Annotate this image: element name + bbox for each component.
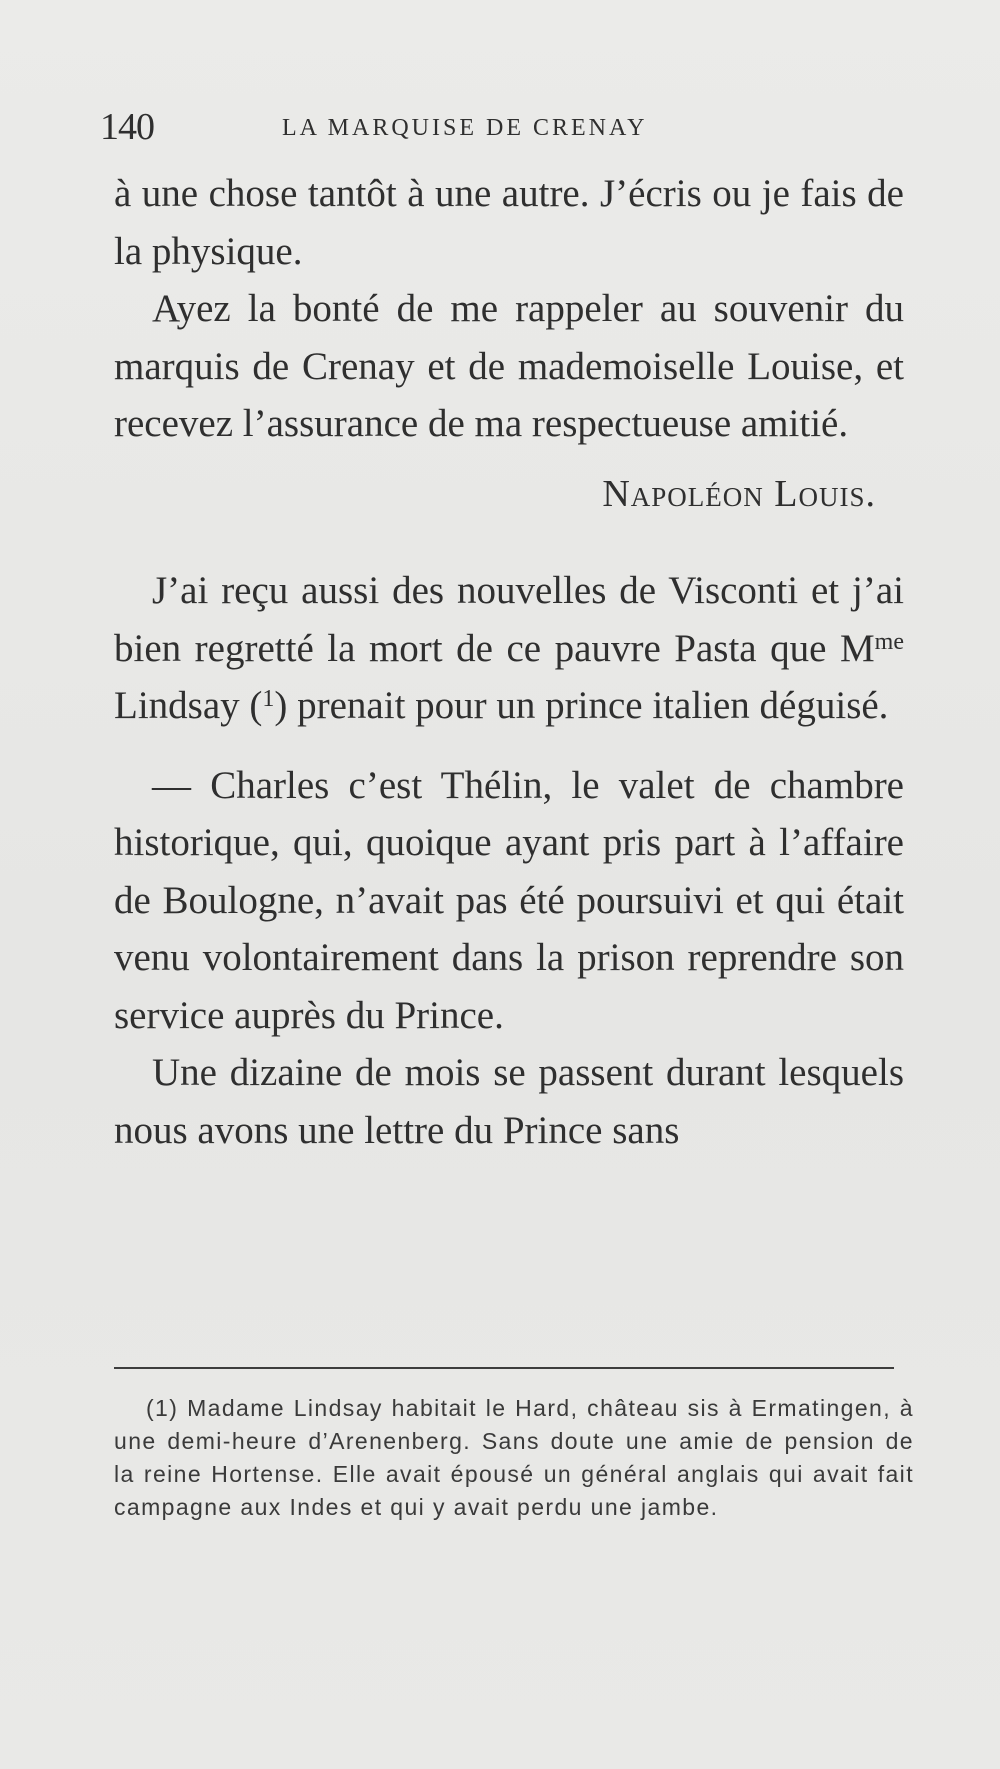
page-number: 140 bbox=[100, 106, 154, 148]
paragraph-dizaine: Une dizaine de mois se passent durant lesquels nous avons une lettre du Prince sans bbox=[114, 1051, 904, 1152]
footnote-separator bbox=[114, 1367, 894, 1369]
footnote-text: (1) Madame Lindsay habitait le Hard, château sis à Ermatingen, à une demi-heure d’Arenenberg. Sans doute une amie de pension de la reine Hortense. Elle avait épousé un général anglais qui avait fait campagne aux Indes et qui y avait perdu une jambe. bbox=[114, 1395, 914, 1520]
paragraph-visconti-text-end: ) prenait pour un prince italien déguisé. bbox=[274, 684, 889, 727]
page-header bbox=[100, 102, 890, 152]
main-text bbox=[114, 165, 904, 1159]
footnote-reference: 1 bbox=[262, 686, 275, 712]
letter-signature: Napoléon Louis. bbox=[602, 472, 876, 515]
running-title: LA MARQUISE DE CRENAY bbox=[282, 115, 648, 141]
footnote bbox=[114, 1392, 914, 1524]
paragraph-gap bbox=[114, 735, 904, 757]
signature-line bbox=[114, 465, 904, 523]
paragraph-continuation: à une chose tantôt à une autre. J’écris ou je fais de la physique. bbox=[114, 172, 904, 273]
superscript-me: me bbox=[874, 628, 904, 655]
paragraph-closing-salutation: Ayez la bonté de me rappeler au souvenir du marquis de Crenay et de mademoiselle Louise, et recevez l’assurance de ma respectueuse amitié. bbox=[114, 287, 904, 445]
paragraph-thelin: — Charles c’est Thélin, le valet de chambre historique, qui, quoique ayant pris part à l’affaire de Boulogne, n’avait pas été poursuivi et qui était venu volontairement dans la prison reprendre son service auprès du Prince. bbox=[114, 763, 904, 1037]
paragraph-visconti-text-start: J’ai reçu aussi des nouvelles de Visconti et j’ai bien regretté la mort de ce pauvre Pasta que M bbox=[114, 569, 904, 670]
paragraph-visconti bbox=[114, 562, 904, 735]
paragraph-visconti-text-mid: Lindsay ( bbox=[114, 684, 263, 727]
